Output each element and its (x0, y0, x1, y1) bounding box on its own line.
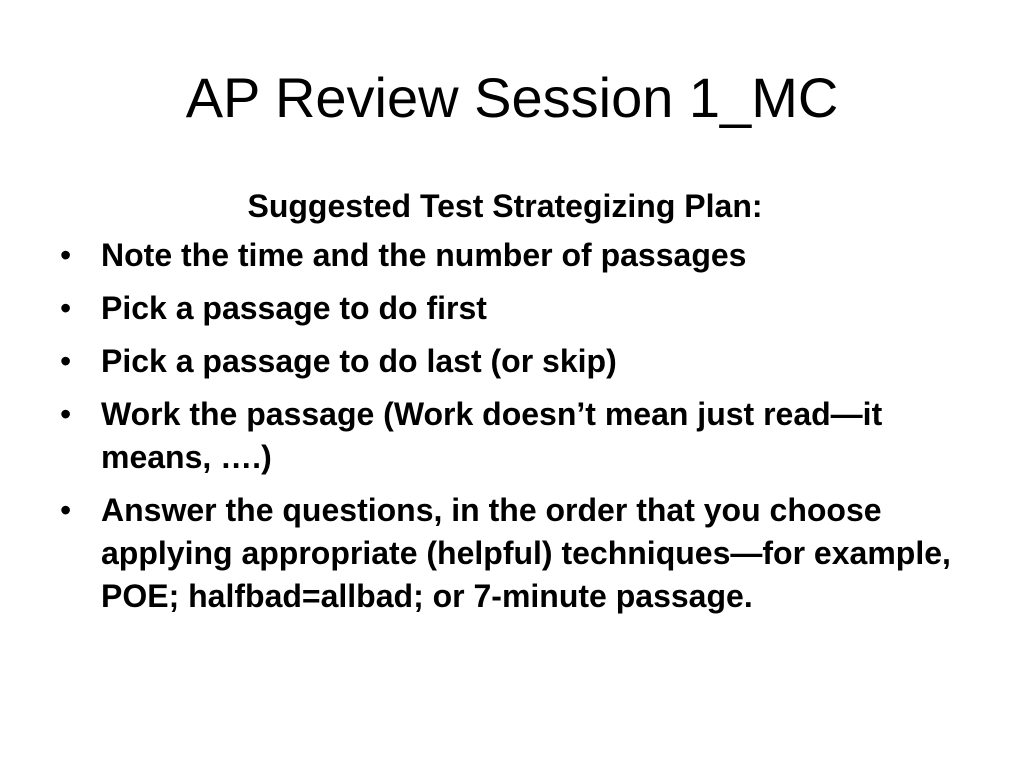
bullet-text: Pick a passage to do last (or skip) (101, 343, 617, 379)
bullet-item (60, 234, 960, 277)
bullet-icon: • (60, 237, 72, 273)
bullet-item (60, 340, 960, 383)
bullet-text: Pick a passage to do first (101, 290, 487, 326)
bullet-item (60, 393, 960, 479)
bullet-text: Work the passage (Work doesn’t mean just read—it means, ….) (101, 396, 883, 475)
bullet-list (60, 234, 960, 618)
slide-title: AP Review Session 1_MC (185, 66, 839, 129)
slide-content (60, 184, 960, 628)
bullet-text: Answer the questions, in the order that you choose applying appropriate (helpful) techniques—for example, POE; halfbad=allbad; or 7-minute passage. (101, 492, 951, 614)
bullet-icon: • (60, 343, 72, 379)
bullet-item (60, 287, 960, 330)
bullet-text: Note the time and the number of passages (101, 237, 747, 273)
bullet-icon: • (60, 396, 72, 432)
bullet-item (60, 489, 960, 618)
bullet-icon: • (60, 290, 72, 326)
bullet-icon: • (60, 492, 72, 528)
subheading: Suggested Test Strategizing Plan: (247, 188, 763, 224)
